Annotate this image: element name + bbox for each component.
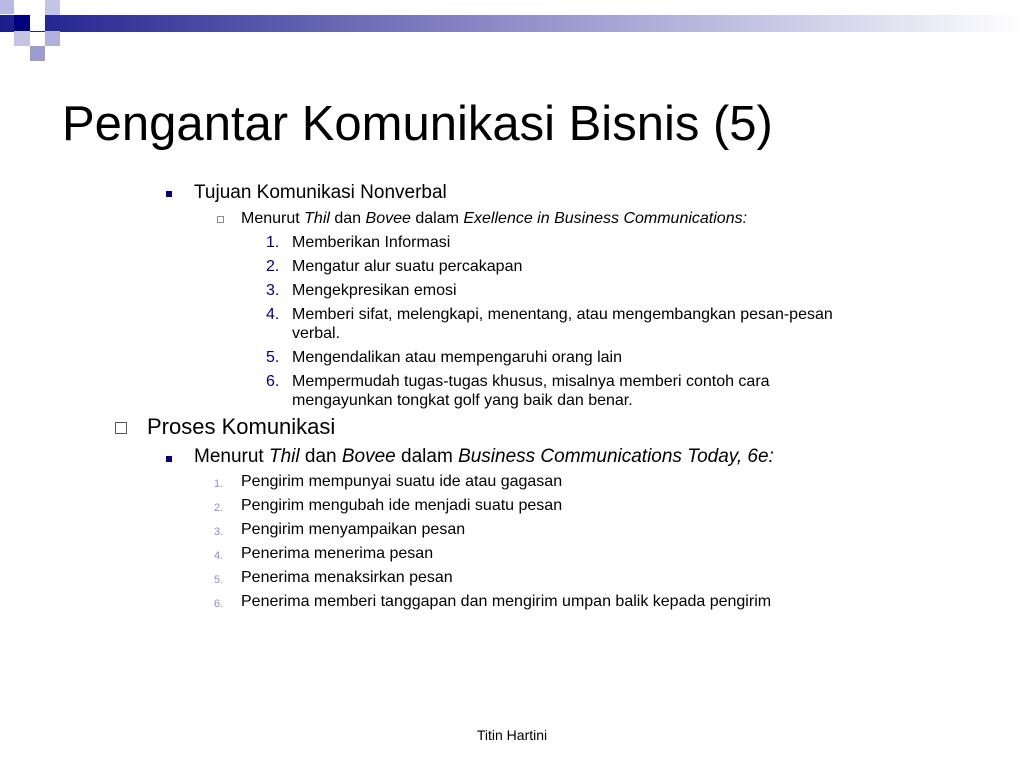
- list-item-continuation: verbal.: [292, 325, 341, 342]
- bullet-square-icon: [166, 456, 172, 462]
- list-number: 2.: [214, 502, 224, 514]
- list-item: Mengatur alur suatu percakapan: [292, 258, 523, 275]
- list-item: Penerima menerima pesan: [241, 545, 434, 562]
- list-item: Penerima memberi tanggapan dan mengirim umpan balik kepada pengirim: [241, 593, 772, 610]
- list-item: Memberi sifat, melengkapi, menentang, atau mengembangkan pesan-pesan: [292, 306, 833, 323]
- bullet-hollow-square-icon: [115, 422, 127, 434]
- list-number: 3.: [266, 282, 280, 299]
- list-number: 5.: [266, 349, 280, 366]
- list-number: 6.: [266, 373, 280, 390]
- list-item: Pengirim mempunyai suatu ide atau gagasan: [241, 473, 563, 490]
- list-item: Mengendalikan atau mempengaruhi orang lain: [292, 349, 622, 366]
- section1-heading: Tujuan Komunikasi Nonverbal: [194, 182, 447, 203]
- slide-footer: Titin Hartini: [476, 727, 548, 743]
- section1-source: Menurut Thil dan Bovee dalam Exellence in Business Communications:: [241, 210, 748, 227]
- slide-title: Pengantar Komunikasi Bisnis (5): [62, 97, 773, 151]
- list-item: Memberikan Informasi: [292, 234, 451, 251]
- list-item: Pengirim menyampaikan pesan: [241, 521, 466, 538]
- list-number: 3.: [214, 526, 224, 538]
- list-number: 6.: [214, 598, 224, 610]
- list-number: 1.: [214, 478, 224, 490]
- header-decoration: [0, 0, 1024, 70]
- list-item: Penerima menaksirkan pesan: [241, 569, 453, 586]
- list-item: Mempermudah tugas-tugas khusus, misalnya memberi contoh cara: [292, 373, 770, 390]
- list-number: 5.: [214, 574, 224, 586]
- list-number: 2.: [266, 258, 280, 275]
- list-item: Mengekpresikan emosi: [292, 282, 457, 299]
- list-number: 4.: [266, 306, 280, 323]
- bullet-square-icon: [166, 191, 172, 197]
- list-number: 1.: [266, 234, 280, 251]
- bullet-hollow-square-icon: [217, 216, 224, 223]
- list-item: Pengirim mengubah ide menjadi suatu pesan: [241, 497, 563, 514]
- list-number: 4.: [214, 550, 224, 562]
- section2-heading: Proses Komunikasi: [147, 414, 336, 439]
- section2-source: Menurut Thil dan Bovee dalam Business Communications Today, 6e:: [194, 446, 774, 467]
- list-item-continuation: mengayunkan tongkat golf yang baik dan benar.: [292, 392, 633, 409]
